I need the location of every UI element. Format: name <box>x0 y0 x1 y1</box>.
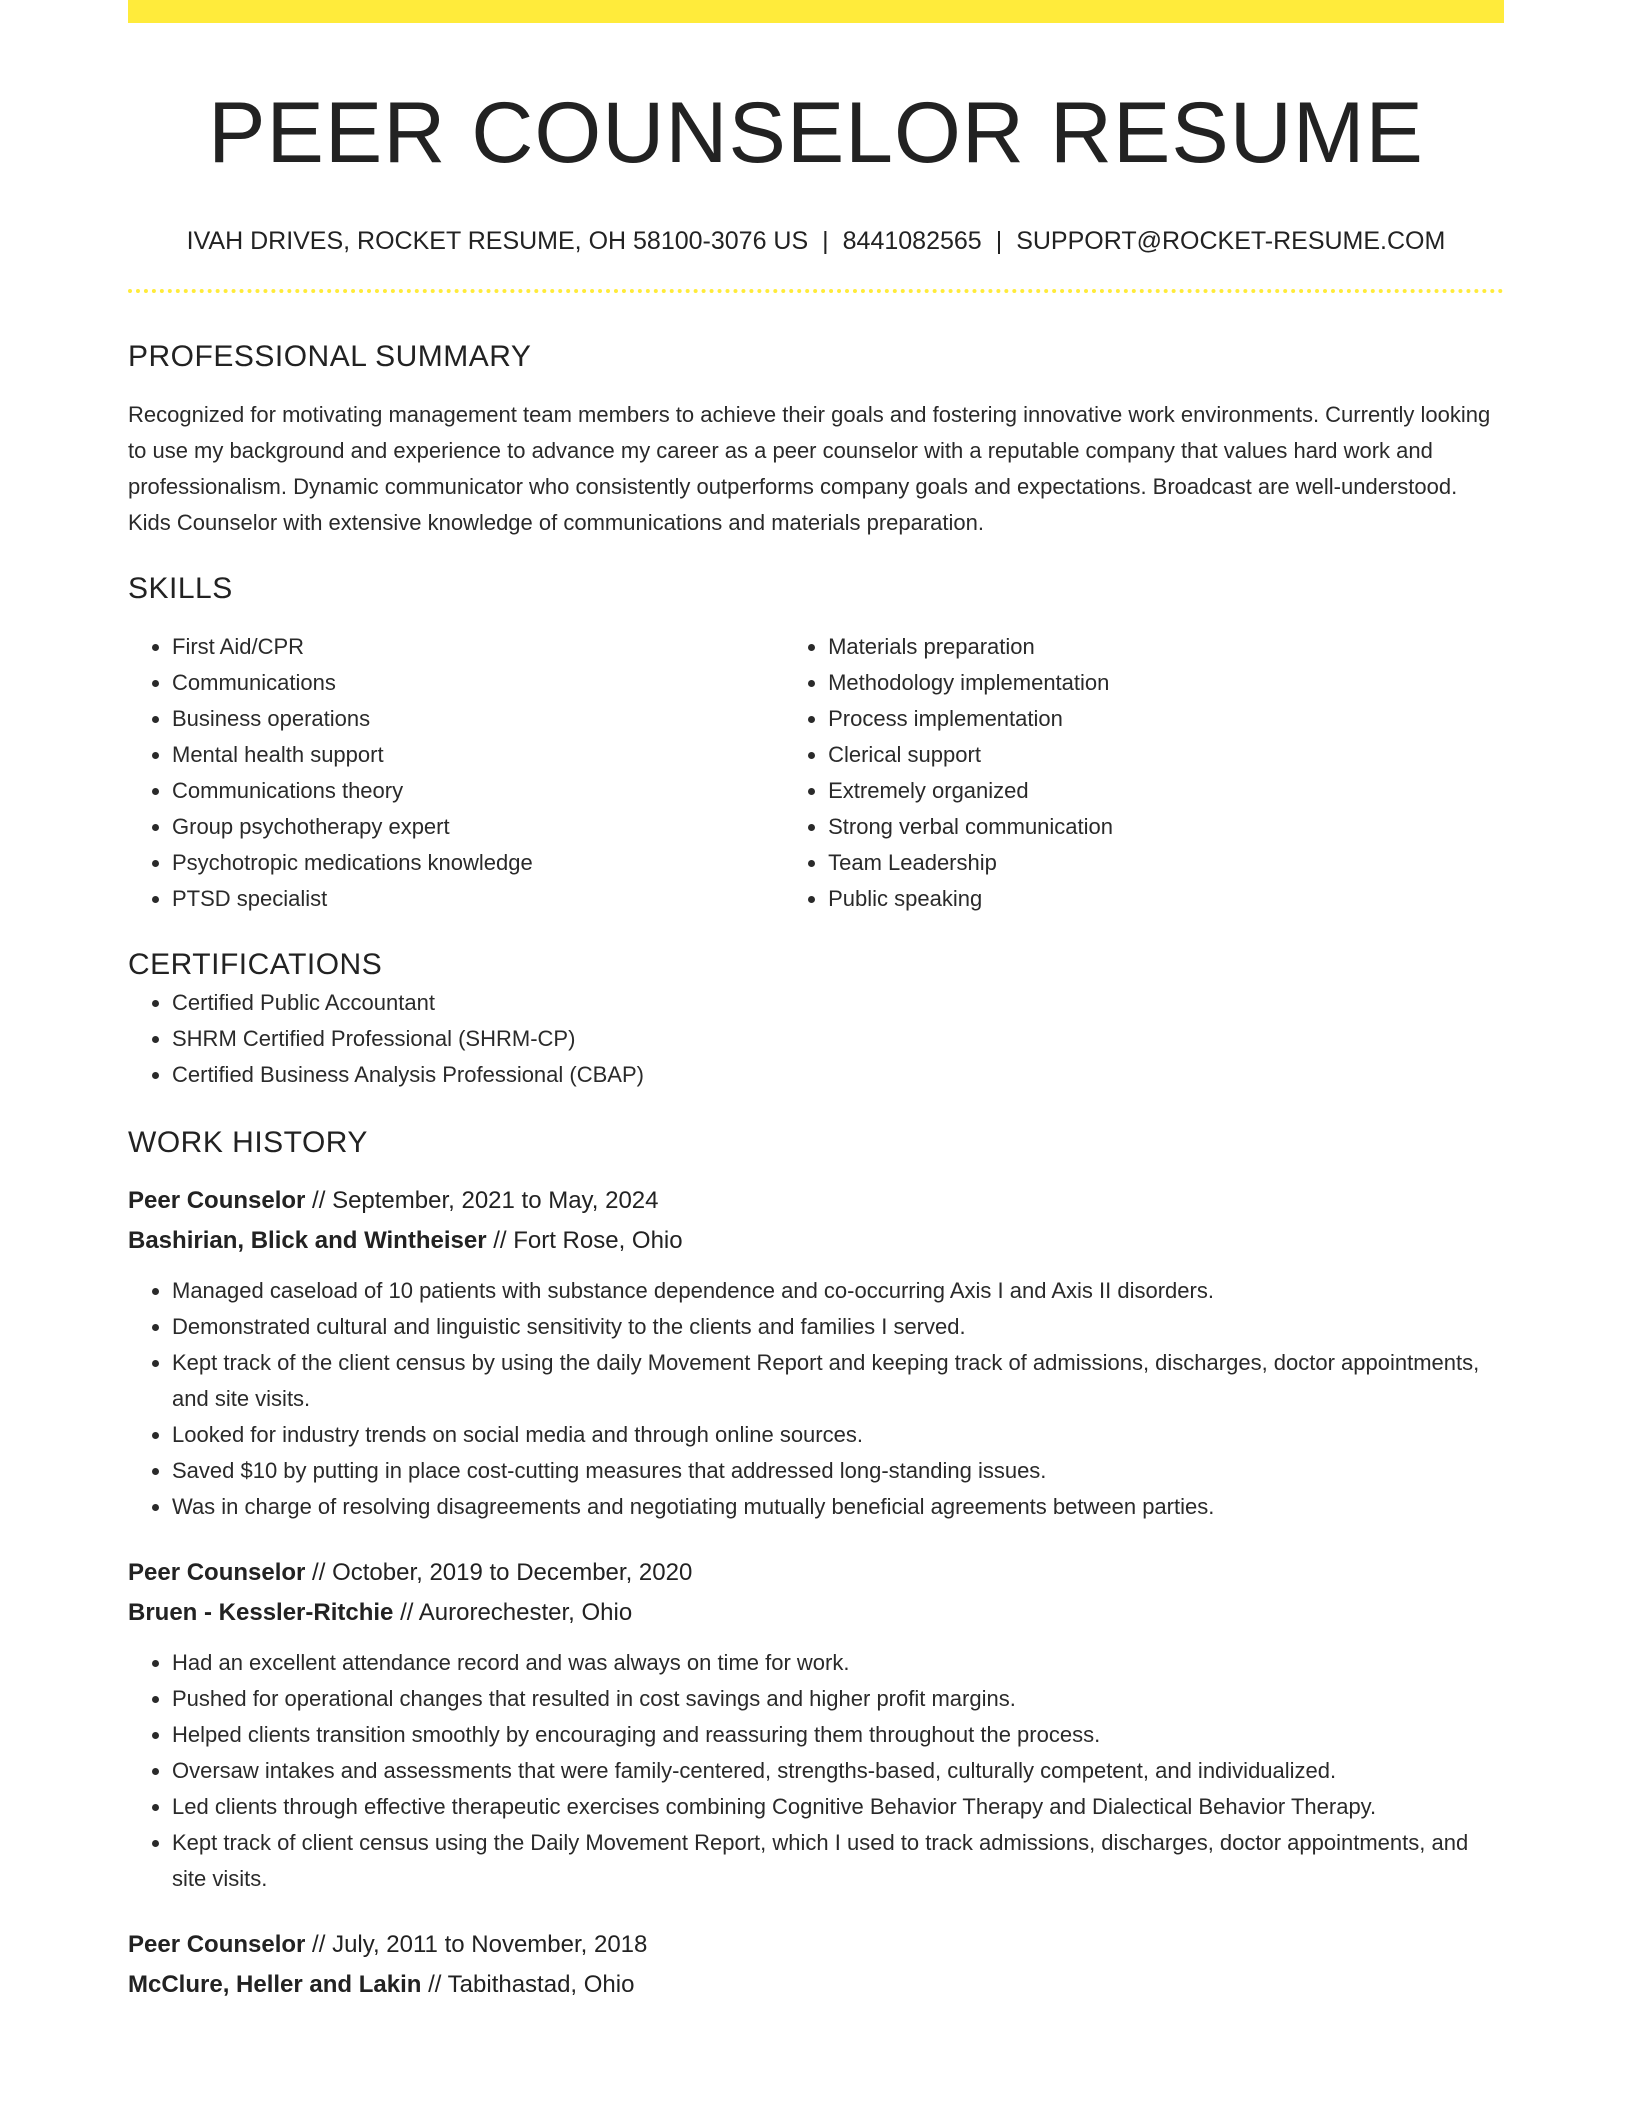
certifications-list <box>128 985 1504 1093</box>
contact-email[interactable]: SUPPORT@ROCKET-RESUME.COM <box>1016 227 1446 255</box>
job-duty: • Led clients through effective therapeutic exercises combining Cognitive Behavior Therapy and Dialectical Behavior Therapy. <box>172 1789 1504 1825</box>
job-entry <box>128 1553 1504 1897</box>
work-history-heading: WORK HISTORY <box>128 1126 368 1159</box>
contact-separator: | <box>822 227 829 255</box>
job-duty: • Demonstrated cultural and linguistic sensitivity to the clients and families I served. <box>172 1309 1504 1345</box>
job-title: Peer Counselor <box>128 1559 306 1586</box>
contact-separator: | <box>995 227 1003 255</box>
certification-item: • Certified Business Analysis Professional (CBAP) <box>172 1057 1504 1093</box>
certification-item: • Certified Public Accountant <box>172 985 1504 1021</box>
job-location: // Aurorechester, Ohio <box>393 1599 633 1626</box>
job-company: McClure, Heller and Lakin <box>128 1971 422 1998</box>
job-duties-list <box>128 1273 1504 1525</box>
job-company: Bashirian, Blick and Wintheiser <box>128 1227 487 1254</box>
skill-item: • Business operations <box>172 701 784 737</box>
job-entry <box>128 1181 1504 1525</box>
job-duty: • Kept track of the client census by using the daily Movement Report and keeping track of admissions, discharges, doctor appointments, and site visits. <box>172 1345 1504 1417</box>
skill-item: • Methodology implementation <box>828 665 1504 701</box>
job-title-line <box>128 1553 1504 1593</box>
skill-item: • PTSD specialist <box>172 881 784 917</box>
skills-heading: SKILLS <box>128 572 233 605</box>
skill-item: • Communications theory <box>172 773 784 809</box>
job-location: // Fort Rose, Ohio <box>486 1227 683 1254</box>
contact-phone: 8441082565 <box>842 227 982 255</box>
job-duty: • Was in charge of resolving disagreements and negotiating mutually beneficial agreements between parties. <box>172 1489 1504 1525</box>
certification-item: • SHRM Certified Professional (SHRM-CP) <box>172 1021 1504 1057</box>
job-company-line <box>128 1965 1504 2005</box>
resume-page <box>128 0 1504 2005</box>
summary-text: Recognized for motivating management team members to achieve their goals and fostering innovative work environments. Currently looking to use my background and experience to advance my career as a peer counselor with a reputable company that values hard work and professionalism. Dynamic communicator who consistently outperforms company goals and expectations. Broadcast are well-understood. Kids Counselor with extensive knowledge of communications and materials preparation. <box>128 402 1491 535</box>
summary-heading: PROFESSIONAL SUMMARY <box>128 340 532 373</box>
skills-list-left <box>128 629 784 917</box>
skill-item: • Team Leadership <box>828 845 1504 881</box>
job-duty: • Had an excellent attendance record and was always on time for work. <box>172 1645 1504 1681</box>
job-title-line <box>128 1181 1504 1221</box>
skill-item: • First Aid/CPR <box>172 629 784 665</box>
job-dates: // October, 2019 to December, 2020 <box>305 1559 693 1586</box>
job-duty: • Oversaw intakes and assessments that were family-centered, strengths-based, culturally competent, and individualized. <box>172 1753 1504 1789</box>
resume-title: PEER COUNSELOR RESUME <box>208 85 1424 181</box>
skill-item: • Group psychotherapy expert <box>172 809 784 845</box>
job-location: // Tabithastad, Ohio <box>421 1971 635 1998</box>
job-duty: • Kept track of client census using the Daily Movement Report, which I used to track admissions, discharges, doctor appointments, and site visits. <box>172 1825 1504 1897</box>
job-entry <box>128 1925 1504 2005</box>
skill-item: • Materials preparation <box>828 629 1504 665</box>
job-title: Peer Counselor <box>128 1187 306 1214</box>
job-dates: // July, 2011 to November, 2018 <box>305 1931 648 1958</box>
skill-item: • Psychotropic medications knowledge <box>172 845 784 881</box>
skills-list-right <box>784 629 1504 917</box>
skill-item: • Extremely organized <box>828 773 1504 809</box>
job-title-line <box>128 1925 1504 1965</box>
job-duty: • Managed caseload of 10 patients with substance dependence and co-occurring Axis I and Axis II disorders. <box>172 1273 1504 1309</box>
job-duty: • Saved $10 by putting in place cost-cutting measures that addressed long-standing issues. <box>172 1453 1504 1489</box>
dotted-divider <box>128 289 1504 293</box>
job-company-line <box>128 1221 1504 1261</box>
accent-bar <box>128 0 1504 23</box>
job-company-line <box>128 1593 1504 1633</box>
job-duty: • Helped clients transition smoothly by encouraging and reassuring them throughout the process. <box>172 1717 1504 1753</box>
job-duty: • Looked for industry trends on social media and through online sources. <box>172 1417 1504 1453</box>
skill-item: • Mental health support <box>172 737 784 773</box>
skill-item: • Clerical support <box>828 737 1504 773</box>
job-dates: // September, 2021 to May, 2024 <box>305 1187 659 1214</box>
contact-line <box>128 223 1504 259</box>
job-title: Peer Counselor <box>128 1931 306 1958</box>
skill-item: • Public speaking <box>828 881 1504 917</box>
job-duty: • Pushed for operational changes that resulted in cost savings and higher profit margins. <box>172 1681 1504 1717</box>
job-company: Bruen - Kessler-Ritchie <box>128 1599 394 1626</box>
skills-columns <box>128 629 1504 917</box>
contact-address: IVAH DRIVES, ROCKET RESUME, OH 58100-3076 US <box>186 227 809 255</box>
certifications-heading: CERTIFICATIONS <box>128 948 383 981</box>
skill-item: • Process implementation <box>828 701 1504 737</box>
skill-item: • Communications <box>172 665 784 701</box>
job-duties-list <box>128 1645 1504 1897</box>
skill-item: • Strong verbal communication <box>828 809 1504 845</box>
